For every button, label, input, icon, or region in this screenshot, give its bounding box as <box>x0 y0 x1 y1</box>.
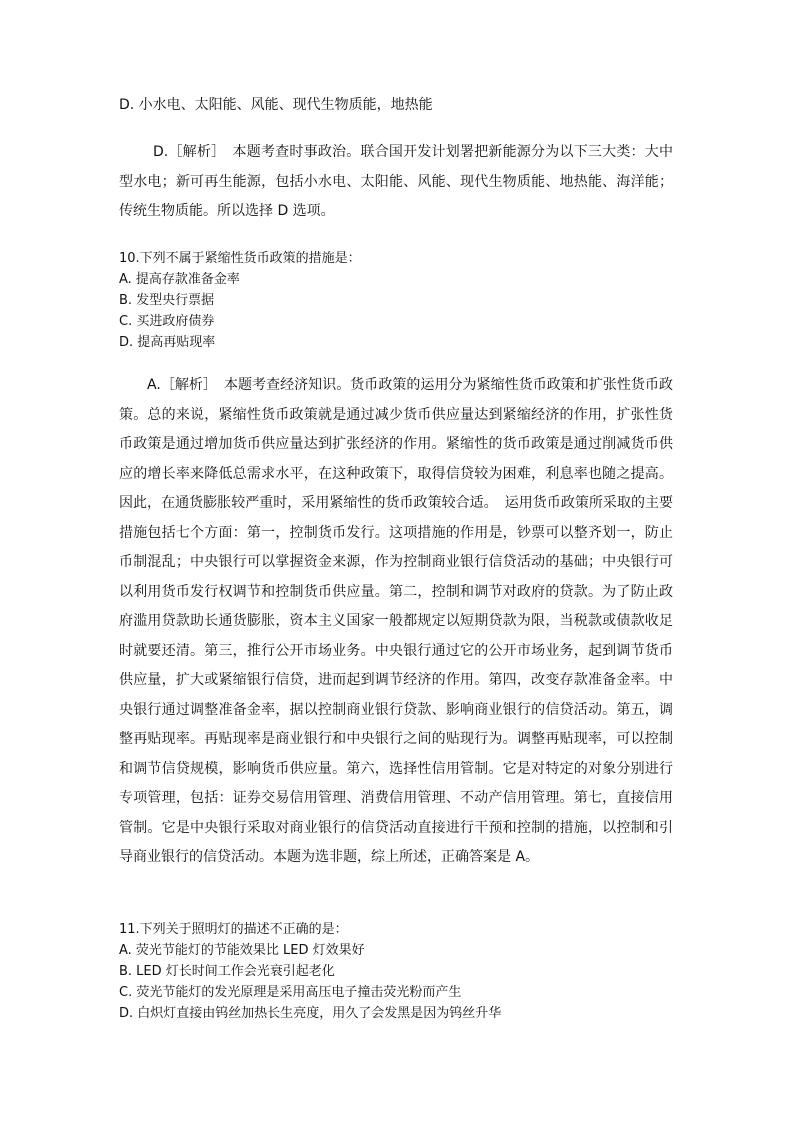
q10-analysis: A.［解析］ 本题考查经济知识。货币政策的运用分为紧缩性货币政策和扩张性货币政策。总的来说，紧缩性货币政策就是通过减少货币供应量达到紧缩经济的作用，扩张性货币政策是通过增加货币供应量达到扩张经济的作用。紧缩性的货币政策是通过削减货币供应的增长率来降低总需求水平，在这种政策下，取得信贷较为困难，利息率也随之提高。因此，在通货膨胀较严重时，采用紧缩性的货币政策较合适。 运用货币政策所采取的主要措施包括七个方面：第一，控制货币发行。这项措施的作用是，钞票可以整齐划一，防止币制混乱；中央银行可以掌握资金来源，作为控制商业银行信贷活动的基础；中央银行可以利用货币发行权调节和控制货币供应量。第二，控制和调节对政府的贷款。为了防止政府滥用贷款助长通货膨胀，资本主义国家一般都规定以短期贷款为限，当税款或债款收足时就要还清。第三，推行公开市场业务。中央银行通过它的公开市场业务，起到调节货币供应量，扩大或紧缩银行信贷，进而起到调节经济的作用。第四，改变存款准备金率。中央银行通过调整准备金率，据以控制商业银行贷款、影响商业银行的信贷活动。第五，调整再贴现率。再贴现率是商业银行和中央银行之间的贴现行为。调整再贴现率，可以控制和调节信贷规模，影响货币供应量。第六，选择性信用管制。它是对特定的对象分别进行专项管理，包括：证券交易信用管理、消费信用管理、不动产信用管理。第七，直接信用管制。它是中央银行采取对商业银行的信贷活动直接进行干预和控制的措施，以控制和引导商业银行的信贷活动。本题为选非题，综上所述，正确答案是 A。 <box>119 377 673 865</box>
q10-option-b: B. 发型央行票据 <box>119 293 215 308</box>
q10-option-a: A. 提高存款准备金率 <box>119 272 240 287</box>
q10-question: 10.下列不属于紧缩性货币政策的措施是： <box>119 251 361 266</box>
q10-option-d: D. 提高再贴现率 <box>119 335 216 350</box>
q9-analysis: D.［解析］ 本题考查时事政治。联合国开发计划署把新能源分为以下三大类：大中型水电；新可再生能源，包括小水电、太阳能、风能、现代生物质能、地热能、海洋能；传统生物质能。所以选择 D 选项。 <box>119 144 673 219</box>
q11-option-a: A. 荧光节能灯的节能效果比 LED 灯效果好 <box>119 943 365 958</box>
q10-option-c: C. 买进政府债券 <box>119 314 215 329</box>
q11-option-b: B. LED 灯长时间工作会光衰引起老化 <box>119 964 335 979</box>
q11-question: 11.下列关于照明灯的描述不正确的是： <box>119 922 348 937</box>
q9-option-d: D. 小水电、太阳能、风能、现代生物质能，地热能 <box>119 97 433 113</box>
q11-option-c: C. 荧光节能灯的发光原理是采用高压电子撞击荧光粉而产生 <box>119 985 462 1000</box>
q11-option-d: D. 白炽灯直接由钨丝加热长生亮度，用久了会发黑是因为钨丝升华 <box>119 1006 502 1021</box>
